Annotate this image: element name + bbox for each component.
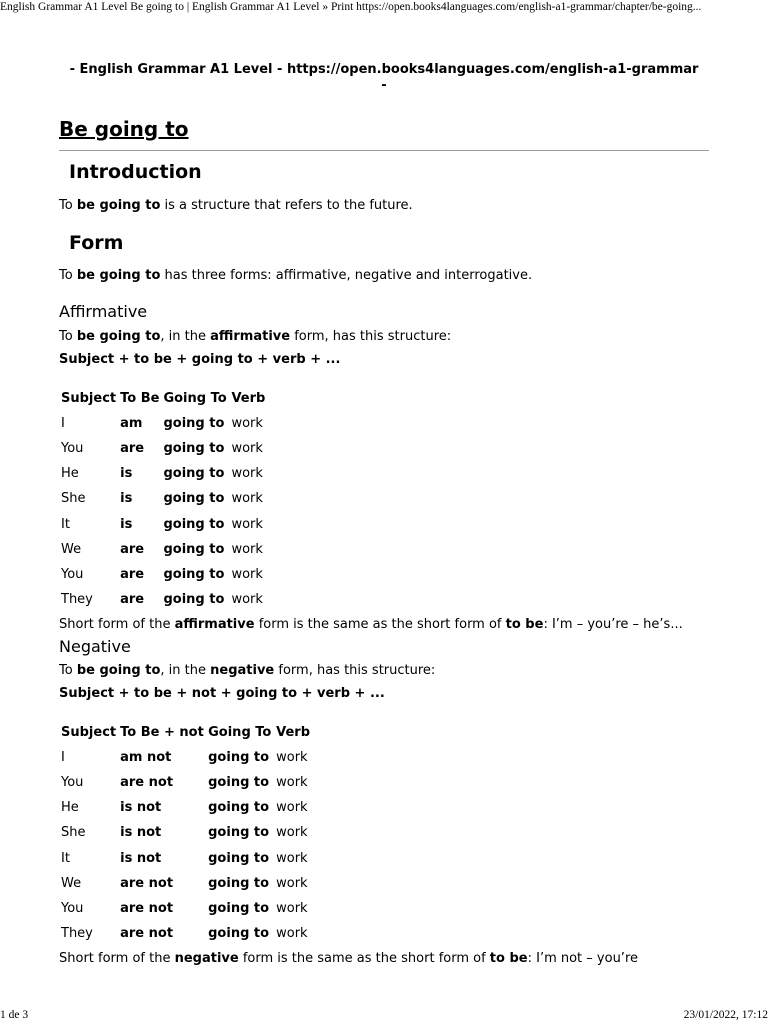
to-be-not-cell: are not — [120, 925, 174, 941]
affirmative-table — [59, 386, 279, 612]
to-be-not-cell: are not — [120, 900, 174, 916]
subject-cell: It — [61, 850, 70, 866]
table-row — [59, 820, 324, 845]
subject-cell: They — [61, 591, 93, 607]
verb-cell: work — [231, 541, 263, 557]
going-to-cell: going to — [163, 566, 225, 582]
to-be-cell: are — [120, 566, 145, 582]
column-header: Going To — [208, 725, 272, 741]
verb-cell: work — [276, 875, 308, 891]
column-header: Going To — [163, 391, 227, 407]
negative-paragraph — [59, 662, 435, 679]
going-to-cell: going to — [208, 850, 270, 866]
text-run: has three forms: affirmative, negative and interrogative. — [160, 268, 533, 283]
table-row — [59, 587, 279, 612]
subject-cell: She — [61, 825, 86, 841]
table-row — [59, 770, 324, 795]
text-run: To — [59, 268, 77, 283]
subject-cell: We — [61, 875, 82, 891]
to-be-cell: are — [120, 541, 145, 557]
table-header-row — [59, 386, 279, 411]
column-header: Verb — [231, 391, 266, 407]
table-row — [59, 562, 279, 587]
text-run: To — [59, 329, 77, 344]
going-to-cell: going to — [208, 925, 270, 941]
verb-cell: work — [231, 441, 263, 457]
affirmative-structure: Subject + to be + going to + verb + ... — [59, 352, 341, 367]
to-be-cell: is — [120, 466, 133, 482]
going-to-cell: going to — [208, 750, 270, 766]
verb-cell: work — [276, 900, 308, 916]
table-row — [59, 745, 324, 770]
going-to-cell: going to — [163, 591, 225, 607]
bold-run: negative — [174, 951, 239, 966]
subject-cell: It — [61, 516, 70, 532]
table-row — [59, 486, 279, 511]
negative-short-form — [59, 950, 638, 967]
intro-heading: Introduction — [69, 161, 202, 183]
to-be-not-cell: is not — [120, 825, 162, 841]
subject-cell: I — [61, 750, 65, 766]
table-row — [59, 795, 324, 820]
verb-cell: work — [276, 775, 308, 791]
going-to-cell: going to — [163, 516, 225, 532]
text-run: Short form of the — [59, 951, 175, 966]
verb-cell: work — [231, 416, 263, 432]
text-run: : I’m – you’re – he’s... — [543, 617, 683, 632]
to-be-not-cell: is not — [120, 850, 162, 866]
to-be-cell: is — [120, 491, 133, 507]
verb-cell: work — [276, 800, 308, 816]
subject-cell: He — [61, 800, 79, 816]
going-to-cell: going to — [163, 441, 225, 457]
column-header: Subject — [61, 725, 117, 741]
subject-cell: You — [61, 900, 84, 916]
going-to-cell: going to — [208, 800, 270, 816]
text-run: form, has this structure: — [290, 329, 452, 344]
verb-cell: work — [231, 566, 263, 582]
verb-cell: work — [231, 491, 263, 507]
subject-cell: He — [61, 466, 79, 482]
going-to-cell: going to — [208, 900, 270, 916]
print-header: English Grammar A1 Level Be going to | English Grammar A1 Level » Print https://open.books4languages.com/english-a1-grammar/chapter/be-going... — [0, 1, 702, 13]
text-run: , in the — [160, 663, 211, 678]
table-row — [59, 511, 279, 536]
table-row — [59, 537, 279, 562]
negative-heading: Negative — [59, 637, 131, 656]
text-run: : I’m not – you’re — [527, 951, 638, 966]
subject-cell: You — [61, 566, 84, 582]
going-to-cell: going to — [163, 491, 225, 507]
text-run: is a structure that refers to the future. — [160, 198, 413, 213]
negative-structure: Subject + to be + not + going to + verb + ... — [59, 686, 385, 701]
site-line-dash: - — [381, 78, 387, 93]
affirmative-heading: Affirmative — [59, 302, 148, 321]
site-line-text: - English Grammar A1 Level - https://open.books4languages.com/english-a1-grammar — [69, 62, 699, 77]
to-be-not-cell: are not — [120, 875, 174, 891]
verb-cell: work — [276, 825, 308, 841]
affirmative-paragraph — [59, 328, 451, 345]
bold-run: be going to — [76, 198, 161, 213]
column-header: Verb — [276, 725, 311, 741]
verb-cell: work — [231, 466, 263, 482]
bold-run: negative — [210, 663, 275, 678]
subject-cell: You — [61, 441, 84, 457]
intro-paragraph — [59, 197, 413, 214]
verb-cell: work — [231, 591, 263, 607]
to-be-cell: am — [120, 416, 143, 432]
to-be-not-cell: am not — [120, 750, 172, 766]
table-row — [59, 461, 279, 486]
table-row — [59, 896, 324, 921]
text-run: To — [59, 663, 77, 678]
column-header: To Be — [120, 391, 160, 407]
text-run: To — [59, 198, 77, 213]
affirmative-short-form — [59, 616, 683, 633]
bold-run: affirmative — [210, 329, 291, 344]
bold-run: be going to — [76, 329, 161, 344]
subject-cell: We — [61, 541, 82, 557]
verb-cell: work — [231, 516, 263, 532]
form-paragraph — [59, 267, 532, 284]
going-to-cell: going to — [208, 875, 270, 891]
text-run: form is the same as the short form of — [238, 951, 490, 966]
subject-cell: They — [61, 925, 93, 941]
subject-cell: You — [61, 775, 84, 791]
verb-cell: work — [276, 925, 308, 941]
text-run: Short form of the — [59, 617, 175, 632]
form-heading: Form — [69, 232, 124, 254]
page-title: Be going to — [59, 117, 189, 141]
going-to-cell: going to — [208, 825, 270, 841]
table-row — [59, 921, 324, 946]
text-run: form, has this structure: — [274, 663, 436, 678]
bold-run: to be — [505, 617, 544, 632]
bold-run: to be — [489, 951, 528, 966]
table-header-row — [59, 720, 324, 745]
page-number: 1 de 3 — [0, 1009, 29, 1021]
subject-cell: She — [61, 491, 86, 507]
going-to-cell: going to — [163, 541, 225, 557]
table-row — [59, 411, 279, 436]
subject-cell: I — [61, 416, 65, 432]
going-to-cell: going to — [163, 416, 225, 432]
to-be-cell: are — [120, 591, 145, 607]
site-line — [59, 62, 709, 94]
negative-table — [59, 720, 324, 946]
to-be-cell: is — [120, 516, 133, 532]
verb-cell: work — [276, 850, 308, 866]
column-header: Subject — [61, 391, 117, 407]
text-run: , in the — [160, 329, 211, 344]
bold-run: be going to — [76, 663, 161, 678]
title-rule — [59, 150, 709, 151]
column-header: To Be + not — [120, 725, 204, 741]
to-be-cell: are — [120, 441, 145, 457]
going-to-cell: going to — [208, 775, 270, 791]
text-run: form is the same as the short form of — [254, 617, 506, 632]
to-be-not-cell: are not — [120, 775, 174, 791]
table-row — [59, 436, 279, 461]
to-be-not-cell: is not — [120, 800, 162, 816]
verb-cell: work — [276, 750, 308, 766]
table-row — [59, 871, 324, 896]
print-datetime: 23/01/2022, 17:12 — [683, 1009, 768, 1021]
going-to-cell: going to — [163, 466, 225, 482]
table-row — [59, 845, 324, 870]
bold-run: affirmative — [174, 617, 255, 632]
bold-run: be going to — [76, 268, 161, 283]
